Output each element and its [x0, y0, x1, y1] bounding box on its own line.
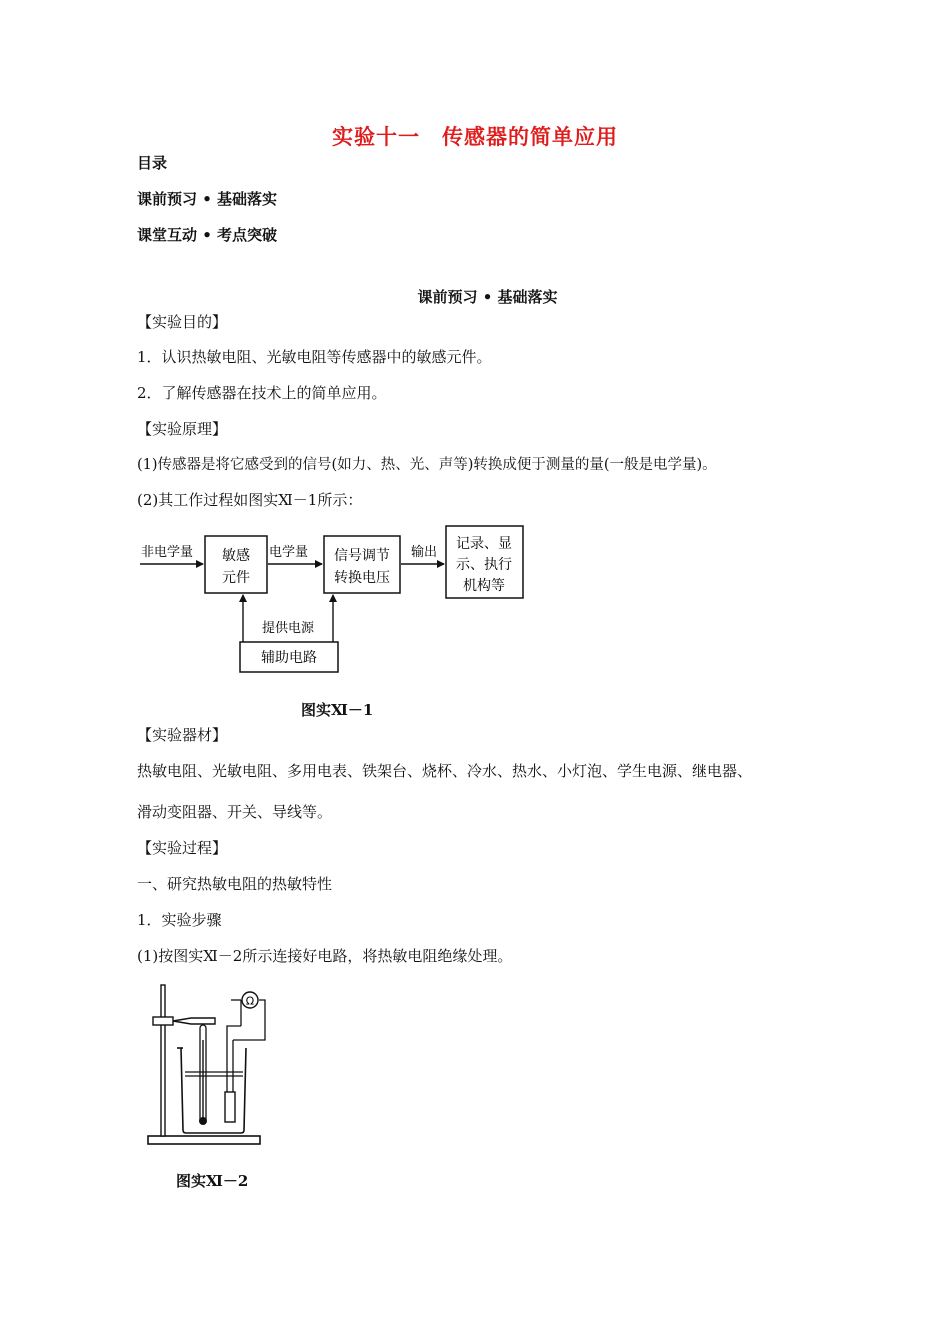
- equipment-line-1: 热敏电阻、光敏电阻、多用电表、铁架台、烧杯、冷水、热水、小灯泡、学生电源、继电器、: [137, 762, 753, 780]
- ohm-symbol: Ω: [245, 994, 255, 1008]
- signal-conditioning-line2: 转换电压: [334, 570, 390, 586]
- sensing-element-line2: 元件: [222, 570, 250, 586]
- purpose-heading: 【实验目的】: [137, 313, 228, 331]
- clamp-boss: [153, 1017, 173, 1025]
- process-item-1: 一、研究热敏电阻的热敏特性: [137, 875, 333, 893]
- principle-item-2: (2)其工作过程如图实Ⅺ－1所示：: [137, 491, 363, 509]
- clamp-arm: [173, 1018, 215, 1024]
- recording-display-line2: 示、执行: [456, 557, 512, 573]
- figure1-caption: 图实Ⅺ－1: [301, 701, 374, 719]
- auxiliary-circuit-label: 辅助电路: [261, 650, 317, 666]
- signal-conditioning-line1: 信号调节: [334, 548, 390, 564]
- purpose-item-2: 2．了解传感器在技术上的简单应用。: [137, 384, 387, 402]
- toc-heading: 目录: [137, 154, 168, 172]
- power-supply-label: 提供电源: [261, 621, 315, 636]
- figure2-caption: 图实Ⅺ－2: [176, 1172, 249, 1190]
- principle-heading: 【实验原理】: [137, 420, 228, 438]
- process-item-3: (1)按图实Ⅺ－2所示连接好电路，将热敏电阻绝缘处理。: [137, 947, 513, 965]
- toc-item-preview[interactable]: 课前预习 • 基础落实: [137, 190, 278, 208]
- input-label: 非电学量: [141, 545, 194, 560]
- recording-display-line1: 记录、显: [456, 536, 512, 552]
- thermistor: [225, 1092, 235, 1122]
- wire-left: [227, 1026, 241, 1032]
- process-item-2: 1．实验步骤: [137, 911, 222, 929]
- recording-display-line3: 机构等: [463, 578, 505, 594]
- page-title: 实验十一 传感器的简单应用: [332, 124, 618, 149]
- thermistor-apparatus-figure: [145, 980, 275, 1155]
- purpose-item-1: 1．认识热敏电阻、光敏电阻等传感器中的敏感元件。: [137, 348, 492, 366]
- sensing-element-line1: 敏感: [222, 548, 250, 564]
- process-heading: 【实验过程】: [137, 839, 228, 857]
- toc-item-classroom[interactable]: 课堂互动 • 考点突破: [137, 226, 278, 244]
- principle-item-1: (1)传感器是将它感受到的信号(如力、热、光、声等)转换成便于测量的量(一般是电学量)。: [137, 457, 717, 473]
- equipment-line-2: 滑动变阻器、开关、导线等。: [137, 803, 333, 821]
- beaker: [181, 1048, 246, 1133]
- section-heading: 课前预习 • 基础落实: [417, 288, 558, 306]
- output-label: 输出: [411, 545, 438, 560]
- stand-rod: [161, 985, 165, 1136]
- sensor-workflow-diagram: [135, 520, 535, 682]
- stand-base: [148, 1136, 260, 1144]
- electric-quantity-label: 电学量: [269, 545, 309, 560]
- equipment-heading: 【实验器材】: [137, 726, 228, 744]
